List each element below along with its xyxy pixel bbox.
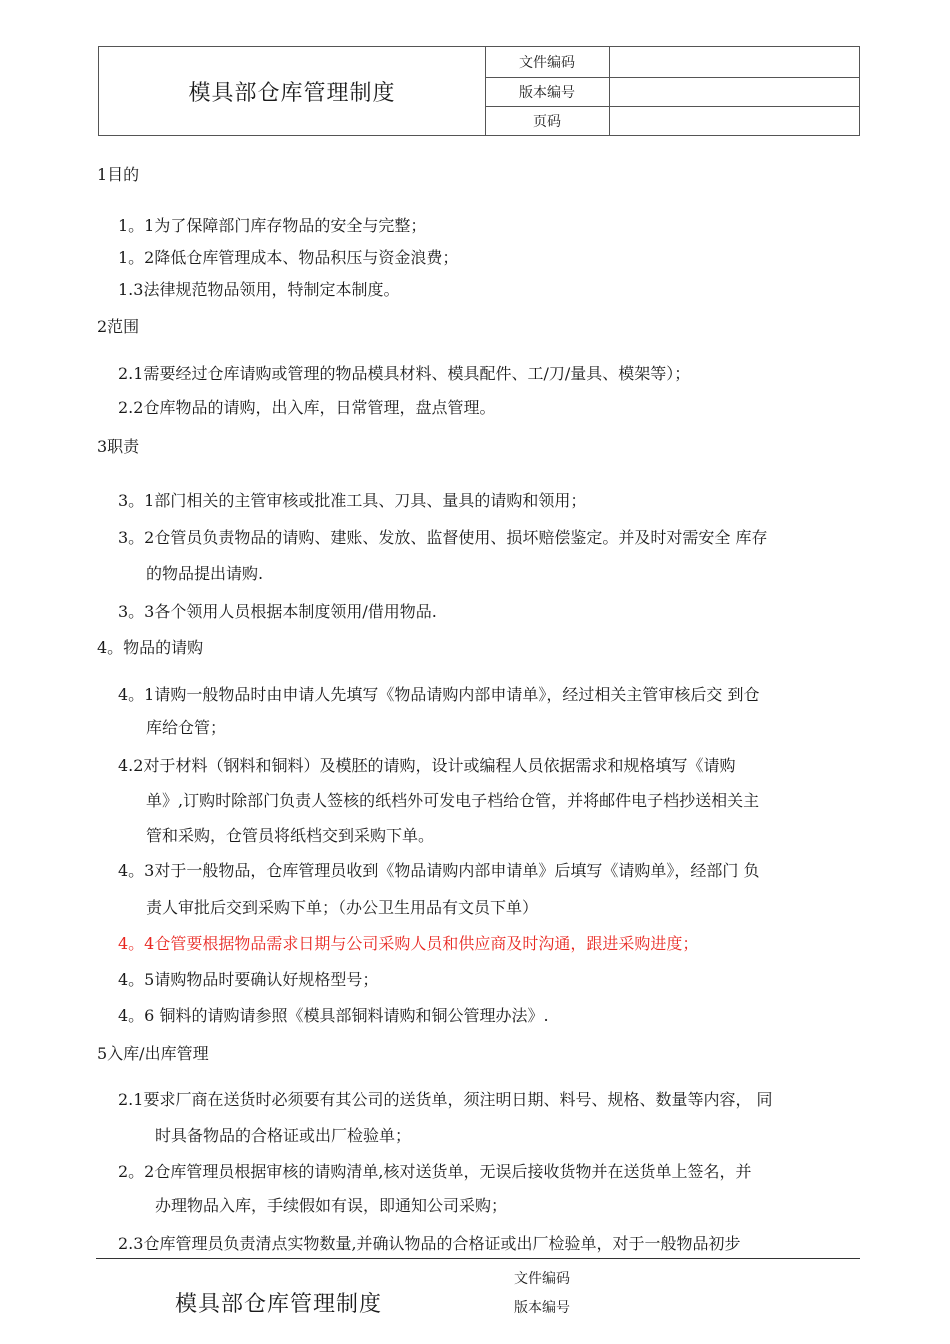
list-item: 1。1为了保障部门库存物品的安全与完整；: [118, 216, 427, 235]
list-item-continued: 的物品提出请购.: [146, 564, 264, 583]
list-item-continued: 办理物品入库，手续假如有误，即通知公司采购；: [155, 1196, 508, 1215]
document-title: 模具部仓库管理制度: [99, 47, 486, 135]
list-item-highlighted: 4。4仓管要根据物品需求日期与公司采购人员和供应商及时沟通，跟进采购进度；: [118, 934, 699, 953]
file-code-label: 文件编码: [485, 47, 610, 77]
list-item: 3。2仓管员负责物品的请购、建账、发放、监督使用、损坏赔偿鉴定。并及时对需安全 库存: [118, 528, 768, 547]
list-item-continued: 库给仓管；: [146, 718, 227, 737]
list-item: 2.2仓库物品的请购，出入库，日常管理，盘点管理。: [118, 398, 496, 417]
version-value: [610, 77, 859, 106]
document-header-table: [98, 46, 860, 136]
list-item: 1。2降低仓库管理成本、物品积压与资金浪费；: [118, 248, 459, 267]
section-heading-purpose: 1目的: [97, 165, 140, 184]
list-item: 2.1要求厂商在送货时必须要有其公司的送货单，须注明日期、料号、规格、数量等内容， 同: [118, 1090, 773, 1109]
file-code-value: [610, 47, 859, 77]
list-item: 4。6 铜料的请购请参照《模具部铜料请购和铜公管理办法》.: [118, 1006, 549, 1025]
section-heading-purchase: 4。物品的请购: [97, 638, 204, 657]
list-item: 2。2仓库管理员根据审核的请购清单,核对送货单，无误后接收货物并在送货单上签名，并: [118, 1162, 752, 1181]
list-item: 4。3对于一般物品，仓库管理员收到《物品请购内部申请单》后填写《请购单》，经部门 负: [118, 861, 760, 880]
section-heading-scope: 2范围: [97, 317, 140, 336]
list-item-continued: 责人审批后交到采购下单；（办公卫生用品有文员下单）: [146, 898, 539, 917]
version-label: 版本编号: [485, 77, 610, 106]
list-item: 3。3各个领用人员根据本制度领用/借用物品.: [118, 602, 437, 621]
page-break-rule: [96, 1258, 860, 1259]
page-label: 页码: [485, 107, 610, 135]
section-heading-inout: 5入库/出库管理: [97, 1044, 209, 1063]
next-page-version-label: 版本编号: [514, 1300, 570, 1316]
header-row-file-code: [485, 47, 859, 78]
list-item: 4。1请购一般物品时由申请人先填写《物品请购内部申请单》，经过相关主管审核后交 到仓: [118, 685, 760, 704]
page-value: [610, 107, 859, 135]
next-page-file-code-label: 文件编码: [514, 1271, 570, 1287]
list-item-continued: 单》,订购时除部门负责人签核的纸档外可发电子档给仓管，并将邮件电子档抄送相关主: [146, 791, 760, 810]
header-row-page: [485, 107, 859, 135]
list-item: 2.1需要经过仓库请购或管理的物品模具材料、模具配件、工/刀/量具、模架等）；: [118, 364, 691, 383]
list-item: 3。1部门相关的主管审核或批准工具、刀具、量具的请购和领用；: [118, 491, 587, 510]
next-page-title: 模具部仓库管理制度: [175, 1292, 383, 1317]
list-item: 4.2对于材料（钢料和铜料）及模胚的请购，设计或编程人员依据需求和规格填写《请购: [118, 756, 736, 775]
list-item: 1.3法律规范物品领用，特制定本制度。: [118, 280, 400, 299]
list-item-continued: 管和采购，仓管员将纸档交到采购下单。: [146, 826, 435, 845]
list-item: 2.3仓库管理员负责清点实物数量,并确认物品的合格证或出厂检验单，对于一般物品初步: [118, 1234, 741, 1253]
list-item: 4。5请购物品时要确认好规格型号；: [118, 970, 379, 989]
section-heading-duties: 3职责: [97, 437, 140, 456]
list-item-continued: 时具备物品的合格证或出厂检验单；: [155, 1126, 412, 1145]
header-row-version: [485, 77, 859, 107]
